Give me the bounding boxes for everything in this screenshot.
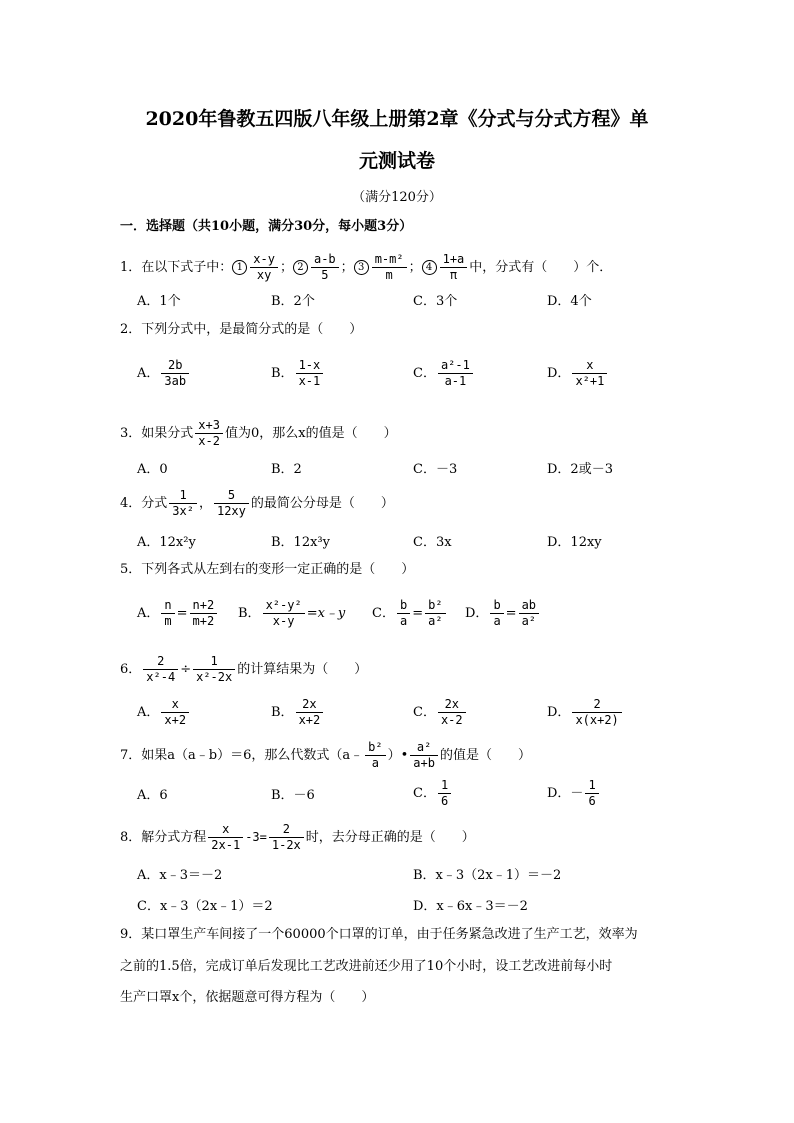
- q2-option-b: B． $\frac{1-x}{x-1}$: [271, 358, 325, 389]
- question-7-stem: 7．如果a（a﹣b）＝6，那么代数式（a﹣ $\frac{\text{b²}}{a}$ ）• $\frac{\text{a²}}{a+b}$ 的值是（ ）: [120, 740, 531, 770]
- question-9-line3: 生产口罩x个，依据题意可得方程为（ ）: [120, 990, 375, 1005]
- q8-option-c: C．x﹣3（2x﹣1）＝2: [137, 899, 273, 914]
- q4-option-d: D．12xy: [547, 535, 602, 550]
- q1-option-a: A．1个: [137, 294, 181, 309]
- q6-option-d: D． $\frac{2}{x(x+2)}$: [547, 697, 624, 728]
- question-9-line2: 之前的1.5倍，完成订单后发现比工艺改进前还少用了10个小时，设工艺改进前每小时: [120, 959, 613, 974]
- circled-number: 2: [293, 260, 308, 275]
- q2-option-a: A． $\frac{2b}{3ab}$: [137, 358, 191, 389]
- circled-number: 3: [354, 260, 369, 275]
- fraction: $\frac{x+3}{x-2}$: [195, 418, 223, 449]
- fraction: $\frac{\text{b²}}{a}$: [365, 740, 385, 771]
- question-8-stem: 8．解分式方程 $\frac{x}{2x-1}$ -3= $\frac{2}{1-2x}$ 时，去分母正确的是（ ）: [120, 822, 475, 852]
- question-9-line1: 9．某口罩生产车间接了一个60000个口罩的订单，由于任务紧急改进了生产工艺，效率为: [120, 927, 638, 942]
- doc-subtitle: （满分120分）: [352, 190, 442, 205]
- fraction: $\frac{2}{1-2x}$: [269, 822, 304, 853]
- question-6-stem: 6． $\frac{2}{\text{x²-4}}$ ÷ $\frac{1}{\text{x²-2x}}$ 的计算结果为（ ）: [120, 654, 368, 684]
- q5-option-c: C． $\frac{b}{a}$ = $\frac{\text{b²}}{\text{a²}}$: [372, 598, 448, 629]
- q1-suffix: 中，分式有（ ）个．: [469, 260, 613, 275]
- q6-option-a: A． $\frac{x}{x+2}$: [137, 697, 191, 728]
- q3-option-b: B．2: [271, 462, 302, 477]
- question-2-stem: 2．下列分式中，是最简分式的是（ ）: [120, 322, 363, 337]
- q2-option-d: D． $\frac{x}{\text{x²+1}}$: [547, 358, 609, 389]
- question-5-stem: 5．下列各式从左到右的变形一定正确的是（ ）: [120, 562, 415, 577]
- fraction: $\frac{a-b}{5}$: [311, 252, 339, 283]
- q8-option-b: B．x﹣3（2x﹣1）＝－2: [413, 868, 562, 883]
- question-3-stem: 3．如果分式 $\frac{x+3}{x-2}$ 值为0，那么x的值是（ ）: [120, 418, 397, 448]
- q3-option-a: A．0: [137, 462, 168, 477]
- fraction: $\frac{\text{m-m²}}{m}$: [372, 252, 407, 283]
- fraction: $\frac{\text{a²}}{a+b}$: [410, 740, 438, 771]
- q3-option-c: C．－3: [413, 462, 458, 477]
- q1-prefix: 1．在以下式子中：: [120, 260, 233, 275]
- q6-option-b: B． $\frac{2x}{x+2}$: [271, 697, 325, 728]
- doc-title-line1: 2020年鲁教五四版八年级上册第2章《分式与分式方程》单: [145, 108, 649, 130]
- question-1-stem: 1．在以下式子中： 1 $\frac{x-y}{xy}$ ； 2 $\frac{a-b}{5}$ ； 3 $\frac{\text{m-m²}}{m}$ ； 4 $\frac{1+a}{\pi}$ 中，分式有（ ）个．: [120, 252, 613, 282]
- circled-number: 4: [422, 260, 437, 275]
- q8-option-d: D．x﹣6x﹣3＝－2: [413, 899, 528, 914]
- q5-option-a: A． $\frac{n}{m}$ = $\frac{n+2}{m+2}$: [137, 598, 219, 629]
- q7-option-a: A．6: [137, 788, 168, 803]
- fraction: $\frac{1+a}{\pi}$: [440, 252, 468, 283]
- q3-option-d: D．2或－3: [547, 462, 613, 477]
- q1-option-b: B．2个: [271, 294, 315, 309]
- q1-option-c: C．3个: [413, 294, 458, 309]
- q5-option-b: B． $\frac{\text{x²-y²}}{x-y}$ =x﹣y: [238, 598, 346, 628]
- q4-option-c: C．3x: [413, 535, 452, 550]
- fraction: $\frac{1}{\text{x²-2x}}$: [193, 654, 235, 685]
- q1-option-d: D．4个: [547, 294, 592, 309]
- q4-option-a: A．12x²y: [137, 535, 196, 550]
- fraction: $\frac{x}{2x-1}$: [208, 822, 243, 853]
- question-4-stem: 4．分式 $\frac{1}{\text{3x²}}$ ， $\frac{5}{12xy}$ 的最简公分母是（ ）: [120, 488, 394, 518]
- circled-number: 1: [232, 260, 247, 275]
- q8-option-a: A．x﹣3＝－2: [137, 868, 223, 883]
- doc-title-line2: 元测试卷: [358, 150, 435, 172]
- section-heading: 一．选择题（共10小题，满分30分，每小题3分）: [120, 219, 413, 234]
- q7-option-b: B．－6: [271, 788, 315, 803]
- fraction: $\frac{2}{\text{x²-4}}$: [143, 654, 178, 685]
- q2-option-c: C． $\frac{\text{a²-1}}{a-1}$: [413, 358, 475, 389]
- fraction: $\frac{x-y}{xy}$: [250, 252, 278, 283]
- q4-option-b: B．12x³y: [271, 535, 330, 550]
- q7-option-d: D．－ $\frac{1}{6}$: [547, 778, 601, 809]
- q6-option-c: C． $\frac{2x}{x-2}$: [413, 697, 468, 728]
- fraction: $\frac{1}{\text{3x²}}$: [169, 488, 197, 519]
- q5-option-d: D． $\frac{b}{a}$ = $\frac{ab}{\text{a²}}$: [465, 598, 541, 629]
- q7-option-c: C． $\frac{1}{6}$: [413, 778, 453, 809]
- fraction: $\frac{5}{12xy}$: [214, 488, 249, 519]
